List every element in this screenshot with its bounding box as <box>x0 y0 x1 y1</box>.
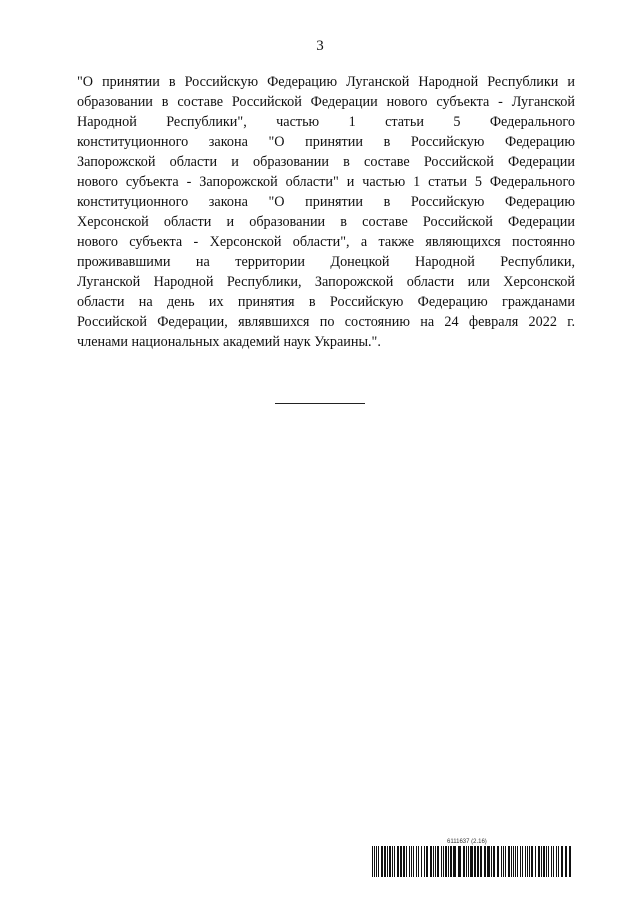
text-line: нового субъекта - Запорожской области" и частью 1 статьи 5 Федерального <box>77 174 575 190</box>
page-number: 3 <box>316 38 324 54</box>
text-line: Запорожской области и образовании в составе Российской Федерации <box>77 154 575 170</box>
end-separator-line <box>275 403 365 404</box>
text-line-last: членами национальных академий наук Украины.". <box>77 334 381 350</box>
text-line: проживавшими на территории Донецкой Народной Республики, <box>77 254 575 270</box>
text-line: конституционного закона "О принятии в Российскую Федерацию <box>77 194 575 210</box>
text-line: области на день их принятия в Российскую Федерацию гражданами <box>77 294 575 310</box>
text-line: Российской Федерации, являвшихся по состоянию на 24 февраля 2022 г. <box>77 314 575 330</box>
body-text <box>77 72 575 352</box>
text-line: Народной Республики", частью 1 статьи 5 Федерального <box>77 114 575 130</box>
text-line: образовании в составе Российской Федерации нового субъекта - Луганской <box>77 94 575 110</box>
barcode <box>372 846 571 877</box>
text-line: "О принятии в Российскую Федерацию Луганской Народной Республики и <box>77 74 575 90</box>
text-line: конституционного закона "О принятии в Российскую Федерацию <box>77 134 575 150</box>
text-line: Херсонской области и образовании в составе Российской Федерации <box>77 214 575 230</box>
text-line: Луганской Народной Республики, Запорожской области или Херсонской <box>77 274 575 290</box>
text-line: нового субъекта - Херсонской области", а также являющихся постоянно <box>77 234 575 250</box>
document-code: 6111637 (2.16) <box>447 839 487 845</box>
